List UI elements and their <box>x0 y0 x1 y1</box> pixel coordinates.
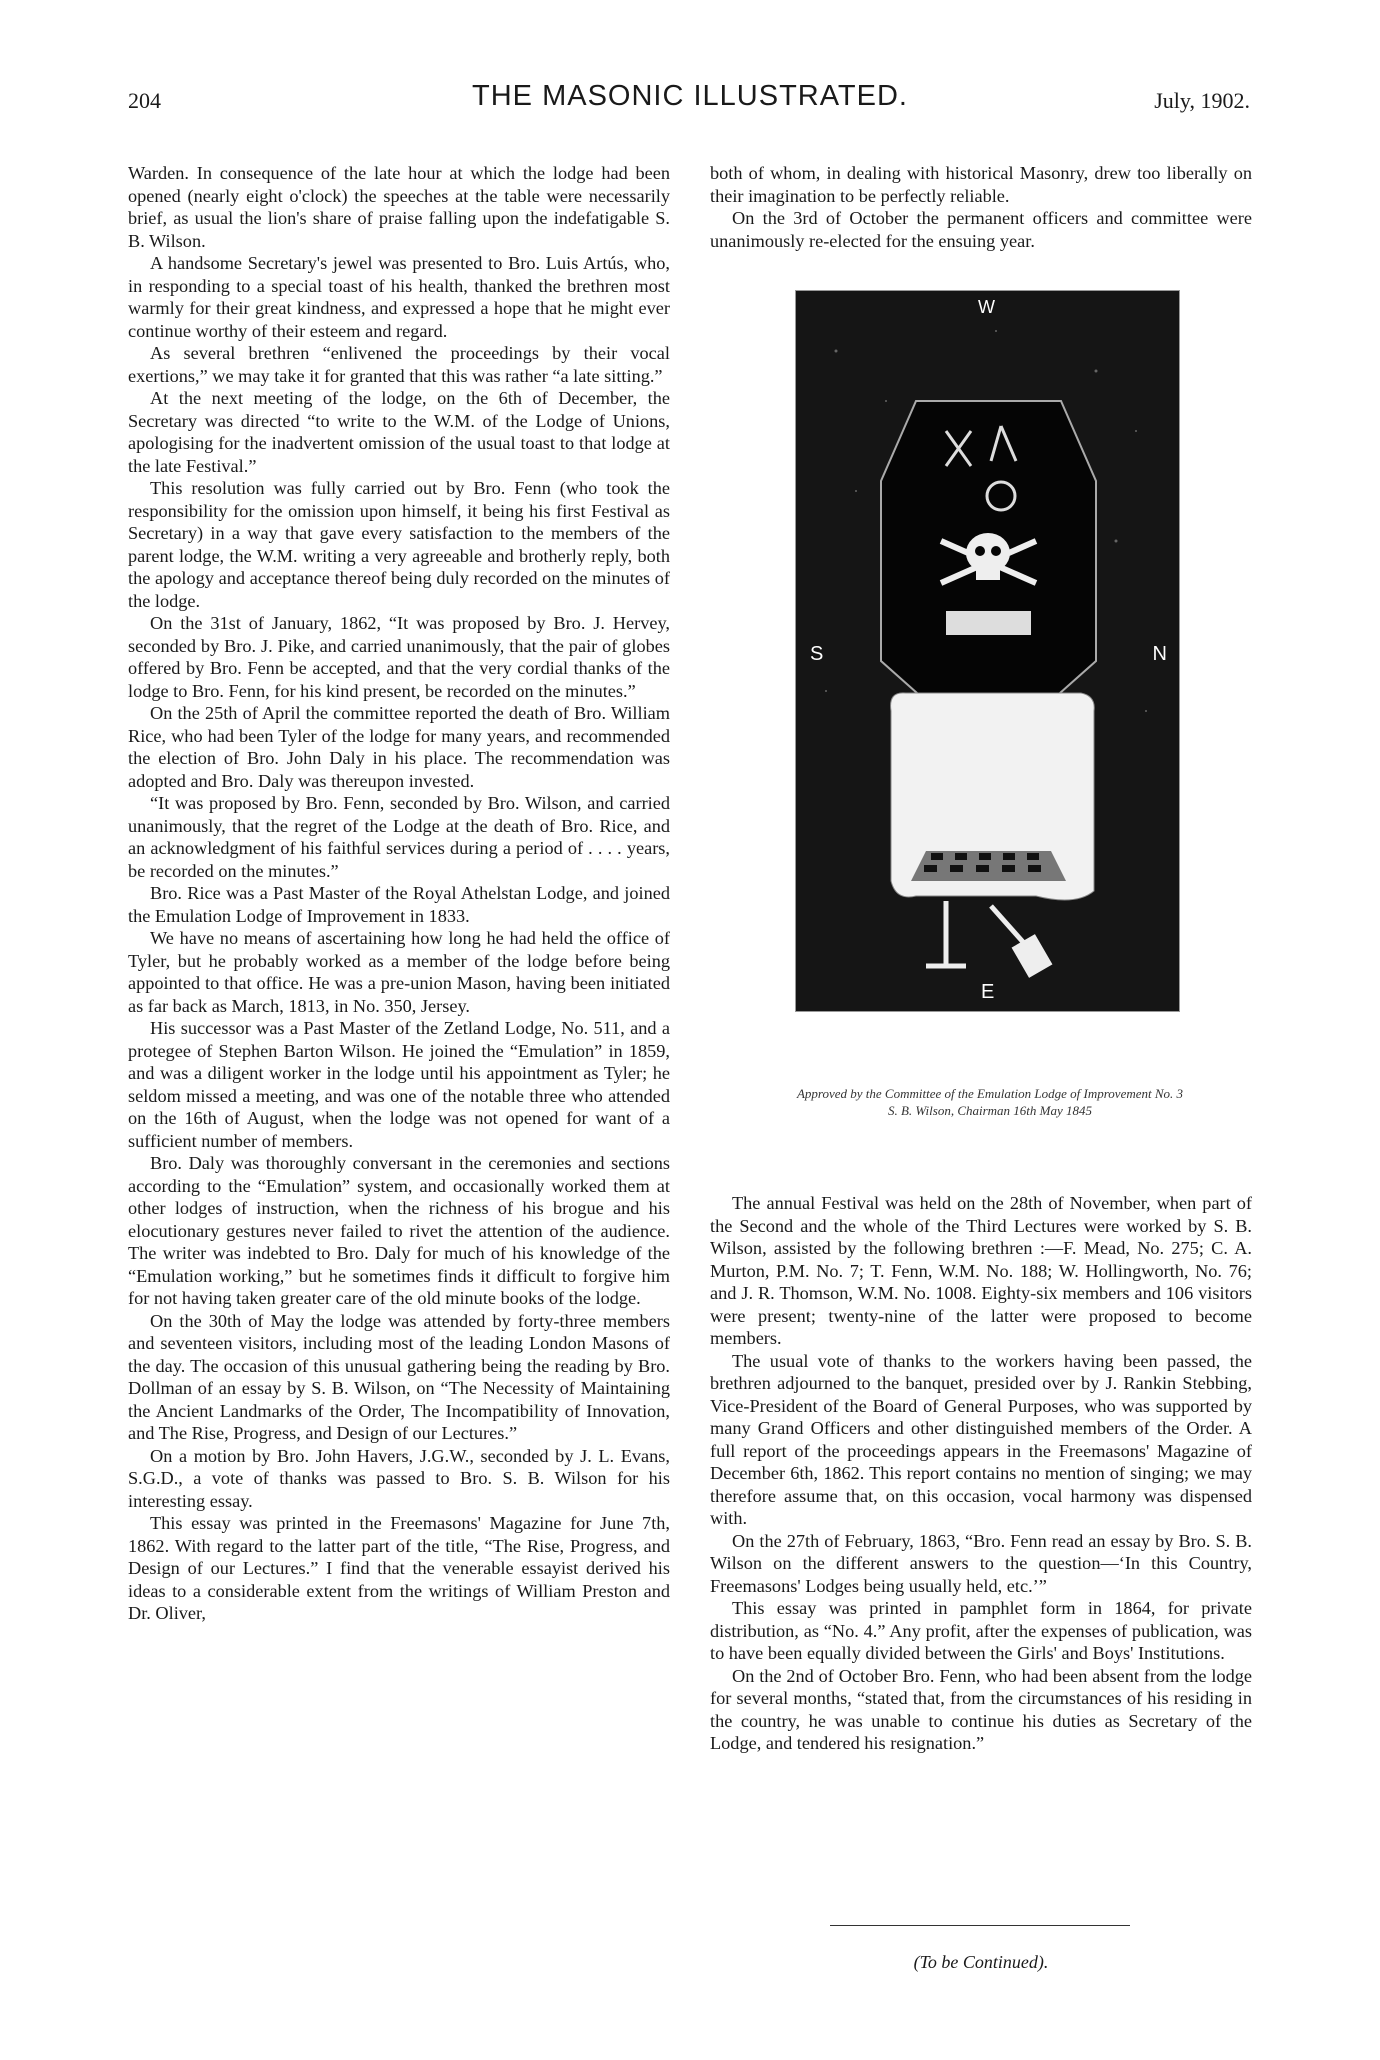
paragraph: As several brethren “enlivened the proceedings by their vocal exertions,” we may take it for granted that this was rather “a late sitting.” <box>128 343 670 386</box>
paragraph: Bro. Daly was thoroughly conversant in the ceremonies and sections according to the “Emulation” system, and occasionally worked them at other lodges of instruction, when the richness of his brogue and his elocutionary gestures never failed to rivet the attention of the audience. The writer was indebted to Bro. Daly for much of his knowledge of the “Emulation working,” but he sometimes finds it difficult to forgive him for not having taken greater care of the old minute books of the lodge. <box>128 1153 670 1308</box>
paragraph: “It was proposed by Bro. Fenn, seconded by Bro. Wilson, and carried unanimously, that the regret of the Lodge at the death of Bro. Rice, and an acknowledgment of his faithful services during a period of . . . . years, be recorded on the minutes.” <box>128 793 670 881</box>
paragraph: His successor was a Past Master of the Zetland Lodge, No. 511, and a protegee of Stephen Barton Wilson. He joined the “Emulation” in 1859, and was a diligent worker in the lodge until his appointment as Tyler; he seldom missed a meeting, and was one of the notable three who attended on the 16th of August, when the lodge was not opened for want of a sufficient number of members. <box>128 1018 670 1151</box>
right-column-bottom <box>710 1192 1252 1755</box>
paragraph: This essay was printed in pamphlet form in 1864, for private distribution, as “No. 4.” Any profit, after the expenses of publication, was to have been equally divided between the Girls' and Boys' Institutions. <box>710 1598 1252 1663</box>
paragraph: On the 2nd of October Bro. Fenn, who had been absent from the lodge for several months, “stated that, from the circumstances of his residing in the country, he was unable to continue his duties as Secretary of the Lodge, and tendered his resignation.” <box>710 1665 1252 1753</box>
right-column-top <box>710 162 1252 252</box>
paragraph: On the 30th of May the lodge was attended by forty-three members and seventeen visitors, including most of the leading London Masons of the day. The occasion of this unusual gathering being the reading by Bro. Dollman of an essay by S. B. Wilson, on “The Necessity of Maintaining the Ancient Landmarks of the Order, The Incompatibility of Innovation, and The Rise, Progress, and Design of our Lectures.” <box>128 1310 670 1443</box>
tracing-board-illustration <box>795 290 1180 1012</box>
caption-line: Approved by the Committee of the Emulation Lodge of Improvement No. 3 <box>796 1086 1184 1101</box>
paragraph: both of whom, in dealing with historical Masonry, drew too liberally on their imagination to be perfectly reliable. <box>710 163 1252 206</box>
compass-north-label: N <box>1152 643 1167 665</box>
paragraph: On the 31st of January, 1862, “It was proposed by Bro. J. Hervey, seconded by Bro. J. Pike, and carried unanimously, that the pair of globes offered by Bro. Fenn be accepted, and that the very cordial thanks of the lodge to Bro. Fenn, for his kind present, be recorded on the minutes.” <box>128 613 670 701</box>
paragraph: Bro. Rice was a Past Master of the Royal Athelstan Lodge, and joined the Emulation Lodge of Improvement in 1833. <box>128 883 670 926</box>
paragraph: This resolution was fully carried out by Bro. Fenn (who took the responsibility for the omission upon himself, it being his first Festival as Secretary) in a way that gave every satisfaction to the members of the parent lodge, the W.M. writing a very agreeable and brotherly reply, both the apology and acceptance thereof being duly recorded on the minutes of the lodge. <box>128 478 670 611</box>
caption-line: S. B. Wilson, Chairman 16th May 1845 <box>887 1103 1093 1118</box>
paragraph: The annual Festival was held on the 28th of November, when part of the Second and the whole of the Third Lectures were worked by S. B. Wilson, assisted by the following brethren :—F. Mead, No. 275; C. A. Murton, P.M. No. 7; T. Fenn, W.M. No. 188; W. Hollingworth, No. 76; and J. R. Thomson, W.M. No. 1008. Eighty-six members and 106 visitors were present; twenty-nine of the latter were proposed to become members. <box>710 1193 1252 1348</box>
compass-south-label: S <box>810 643 824 665</box>
publication-title: THE MASONIC ILLUSTRATED. <box>472 80 908 112</box>
illustration-caption <box>760 1085 1220 1119</box>
left-column <box>128 162 670 1625</box>
paragraph: The usual vote of thanks to the workers having been passed, the brethren adjourned to the banquet, presided over by J. Rankin Stebbing, Vice-President of the Board of General Purposes, who was supported by many Grand Officers and other distinguished members of the Order. A full report of the proceedings appears in the Freemasons' Magazine of December 6th, 1862. This report contains no mention of singing; we may therefore assume that, on this occasion, vocal harmony was dispensed with. <box>710 1350 1252 1528</box>
compass-west-label: W <box>978 297 995 317</box>
paragraph: Warden. In consequence of the late hour at which the lodge had been opened (nearly eight o'clock) the speeches at the table were necessarily brief, as usual the lion's share of praise falling upon the indefatigable S. B. Wilson. <box>128 163 670 251</box>
paragraph: On the 27th of February, 1863, “Bro. Fenn read an essay by Bro. S. B. Wilson on the different answers to the question—‘In this Country, Freemasons' Lodges being usually held, etc.’” <box>710 1530 1252 1596</box>
to-be-continued: (To be Continued). <box>913 1952 1049 1972</box>
tracing-board-drawing <box>796 291 1179 1011</box>
paragraph: On the 25th of April the committee reported the death of Bro. William Rice, who had been Tyler of the lodge for many years, and recommended the election of Bro. John Daly in his place. The recommendation was adopted and Bro. Daly was thereupon invested. <box>128 703 670 791</box>
paragraph: On the 3rd of October the permanent officers and committee were unanimously re-elected for the ensuing year. <box>710 208 1252 251</box>
paragraph: A handsome Secretary's jewel was presented to Bro. Luis Artús, who, in responding to a special toast of his health, thanked the brethren most warmly for their great kindness, and expressed a hope that he might ever continue worthy of their esteem and regard. <box>128 253 670 341</box>
section-divider <box>830 1925 1130 1926</box>
paragraph: This essay was printed in the Freemasons' Magazine for June 7th, 1862. With regard to the latter part of the title, “The Rise, Progress, and Design of our Lectures.” I find that the venerable essayist derived his ideas to a considerable extent from the writings of William Preston and Dr. Oliver, <box>128 1513 670 1623</box>
paragraph: At the next meeting of the lodge, on the 6th of December, the Secretary was directed “to write to the W.M. of the Lodge of Unions, apologising for the inadvertent omission of the usual toast to that lodge at the late Festival.” <box>128 388 670 476</box>
page-header <box>0 80 1380 120</box>
paragraph: On a motion by Bro. John Havers, J.G.W., seconded by J. L. Evans, S.G.D., a vote of thanks was passed to Bro. S. B. Wilson for his interesting essay. <box>128 1445 670 1511</box>
page-number: 204 <box>128 88 161 113</box>
compass-east-label: E <box>981 981 995 1003</box>
issue-date: July, 1902. <box>1154 88 1250 113</box>
paragraph: We have no means of ascertaining how long he had held the office of Tyler, but he probably worked as a member of the lodge before being appointed to that office. He was a pre-union Mason, having been initiated as far back as March, 1813, in No. 350, Jersey. <box>128 928 670 1016</box>
